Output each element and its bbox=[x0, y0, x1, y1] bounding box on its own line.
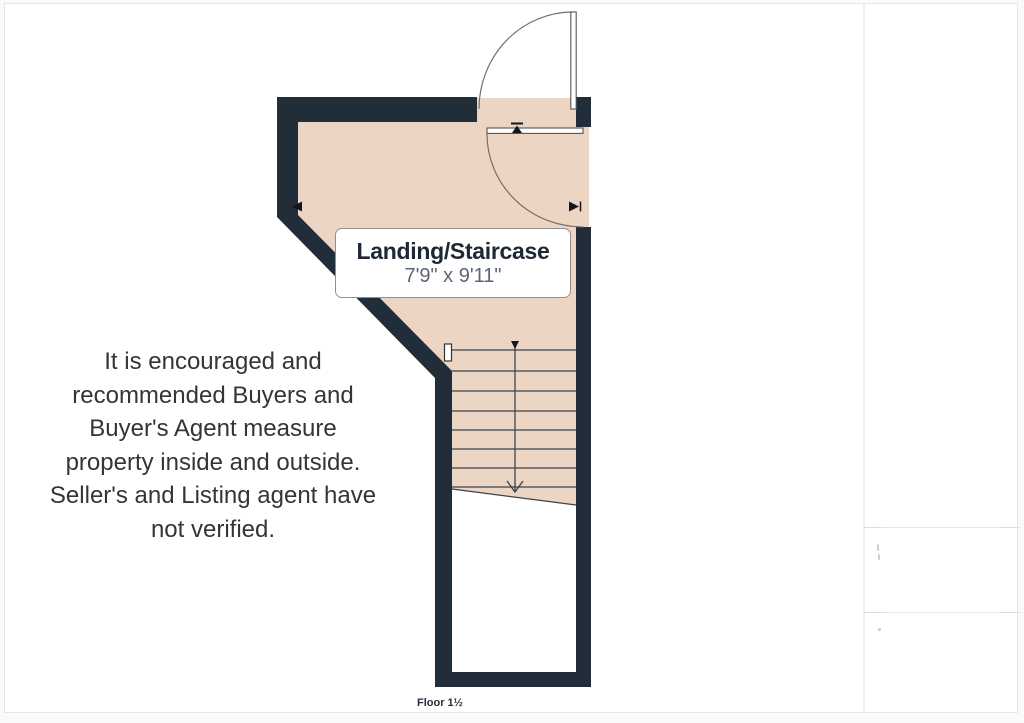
door-swing-arc-top bbox=[479, 12, 573, 109]
room-label bbox=[335, 228, 571, 298]
disclaimer-line: Buyer's Agent measure bbox=[89, 415, 337, 443]
disclaimer-line: recommended Buyers and bbox=[72, 381, 354, 409]
disclaimer-text bbox=[5, 345, 421, 547]
newel-post bbox=[445, 344, 452, 361]
door-leaf-top bbox=[571, 12, 576, 109]
exterior-door bbox=[479, 12, 576, 109]
disclaimer-line: property inside and outside. bbox=[65, 448, 361, 476]
room-name: Landing/Staircase bbox=[356, 238, 550, 264]
room-dimensions: 7'9" x 9'11" bbox=[404, 265, 502, 287]
disclaimer-line: not verified. bbox=[150, 515, 276, 543]
door-leaf-right bbox=[487, 128, 583, 133]
floor-caption: Floor 1½ bbox=[417, 697, 463, 709]
disclaimer-line: Seller's and Listing agent have bbox=[49, 482, 377, 510]
disclaimer-line: It is encouraged and bbox=[104, 348, 322, 375]
